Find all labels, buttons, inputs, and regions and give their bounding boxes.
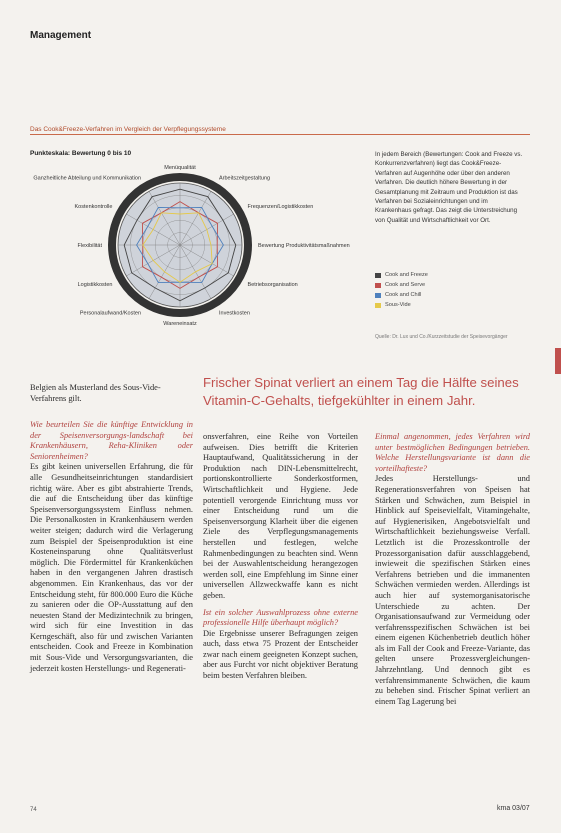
column-3 — [375, 432, 530, 707]
answer-text: Die Ergebnisse unserer Befragungen zeigen auch, dass etwa 75 Prozent der Entscheider zwar nach einem geeigneten Konzept suchen, aber aus Furcht vor nicht objektiver Beratung beim besten Verfahren bleiben. — [203, 628, 358, 681]
radar-chart — [33, 155, 350, 335]
radar-axis-label: Bewertung Produktivitätsmaßnahmen — [258, 243, 350, 249]
interview-question: Wie beurteilen Sie die künftige Entwicklung in der Speisenversorgungs-landschaft bei Krankenhäusern, Reha-Kliniken oder Seniorenheimen? — [30, 420, 193, 461]
legend-item: Cook and Serve — [375, 280, 428, 290]
page-edge-tab — [555, 348, 561, 374]
radar-axis-label: Arbeitszeitgestaltung — [219, 175, 271, 182]
chart-caption: Das Cook&Freeze-Verfahren im Vergleich der Verpflegungssysteme — [30, 126, 226, 133]
radar-axis-label: Menüqualität — [164, 165, 196, 171]
chart-divider — [30, 134, 530, 135]
legend-item: Cook and Chill — [375, 290, 428, 300]
legend-item: Cook and Freeze — [375, 270, 428, 280]
radar-axis-label: Kostenkontrolle — [74, 204, 113, 210]
radar-axis-label: Betriebsorganisation — [247, 282, 298, 288]
radar-axis-label: Personalaufwand/Kosten — [79, 310, 141, 317]
chart-source: Quelle: Dr. Lux und Co./Kurzzeitstudie der Speisevorgänger — [375, 334, 508, 340]
chart-sidebox: In jedem Bereich (Bewertungen: Cook and Freeze vs. Konkurrenzverfahren) liegt das Cook&Freeze-Verfahren auf Augenhöhe oder über den anderen Verfahren. Die deutlich höhere Bewertung in der Gesamtplanung mit Zeitraum und Produktion ist das Verfahren bei Sozialeinrichtungen und im Krankenhaus gefragt. Das zeigt die Unterstreichung von Qualität und Wirtschaftlichkeit vor Ort. — [375, 151, 523, 224]
interview-question: Einmal angenommen, jedes Verfahren wird unter bestmöglichen Bedingungen betrieben. Welche Herstellungsvariante ist dann die vorteilhafteste? — [375, 432, 530, 473]
radar-axis-label: Frequenzen/Logistikkosten — [247, 204, 314, 210]
column-2 — [203, 432, 358, 682]
radar-axis-label: Logistikkosten — [77, 282, 113, 288]
legend-item: Sous-Vide — [375, 300, 428, 310]
answer-text: onsverfahren, eine Reihe von Vorteilen aufweisen. Dies betrifft die Kriterien Hauptaufwand, Qualitätssicherung in der Produktion nach DIN-Lebensmittelrecht, portionskontrollierte Sonderkostformen, Wirtschaftlichkeit und Hygiene. Jede potentiell verorgende Einrichtung muss vor einer Entscheidung rund um die Speisenversorgung Klarheit über die eigenen Ziele des Verpflegungsmanagements herstellen und festlegen, welche Rahmenbedingungen zu beachten sind. Wenn bei der Auswahlentscheidung herangezogen werden soll, eine Empfehlung im Sinne einer universellen Allzweckwaffe kann es nicht geben. — [203, 432, 358, 600]
section-label: Management — [30, 30, 92, 41]
pull-quote: Frischer Spinat verliert an einem Tag die Hälfte seines Vitamin-C-Gehalts, tiefgekühlter in einem Jahr. — [203, 375, 519, 408]
radar-axis-label: Wareneinsatz — [163, 321, 197, 327]
answer-text: Es gibt keinen universellen Erfahrung, die für alle Gesundheitseinrichtungen standardisiert richtig wäre. Aber es gibt abstrahierte Trends, die auf die Entscheidung über das künftige Speisenversorgungssystem Einfluss nehmen. Die Personalkosten in Krankenhäusern werden weiter steigen; dadurch wird die Verlagerung zum Beispiel der Speisenproduktion ist eine Kosteneinsparung ohne Qualitätsverlust möglich. Die Fördermittel für Krankenküchen haben in den vergangenen Jahren drastisch abgenommen. Ein Krankenhaus, das vor der Entscheidung steht, für 800.000 Euro die Küche zu sanieren oder die OP-Ausstattung auf den neuesten Stand der Medizintechnik zu bringen, wird sich für eine Investition in das Kerngeschäft, also für und zwischen Varianten entscheiden. Cook and Freeze in Kombination mit Sous-Vide und Versorgungsvarianten, die jederzeit kosten Herstellungs- und Regenerati- — [30, 462, 193, 673]
answer-text: Jedes Herstellungs- und Regenerationsverfahren von Speisen hat Stärken und Schwächen, zum Beispiel in Hinblick auf Speisevielfalt, Vitamingehalte, auf Hygienerisiken, Angebotsvielfalt und Wirtschaftlichkeit beziehungsweise Verfall. Letztlich ist die Prozesskontrolle der Prozessorganisation dafür ausschlaggebend, inwieweit die spezifischen Stärken eines Verfahrens betrieben und die immanenten Schwächen vermieden werden. Allerdings ist auch hier auf systemorganisatorische Unterschiede zu achten. Der Organisationsaufwand zur Vermeidung oder verfahrensspezifischen Schwächen ist bei einem eigenen Küchenbetrieb deutlich höher als im Fall der Cook and Freeze-Variante, das gelten unsere Prozessvergleichungen-Jahrzehntlang. Und dennoch gibt es verfahrensimmanente Schwächen, die kaum zu beheben sind. Frischer Spinat verliert an einem Tag Lagerung bei — [375, 474, 530, 706]
chart-subtitle: Punkteskala: Bewertung 0 bis 10 — [30, 150, 132, 157]
column-1 — [30, 420, 193, 674]
radar-axis-label: Investkosten — [219, 310, 250, 317]
magazine-issue: kma 03/07 — [497, 805, 530, 812]
chart-legend — [375, 270, 428, 310]
interview-question: Ist ein solcher Auswahlprozess ohne externe professionelle Hilfe überhaupt möglich? — [203, 607, 358, 628]
intro-text: Belgien als Musterland des Sous-Vide-Verfahrens gilt. — [30, 383, 161, 403]
radar-axis-label: Flexibilität — [77, 243, 102, 249]
page-number: 74 — [30, 807, 37, 813]
radar-axis-label: Ganzheitliche Abteilung und Kommunikation — [33, 175, 141, 182]
